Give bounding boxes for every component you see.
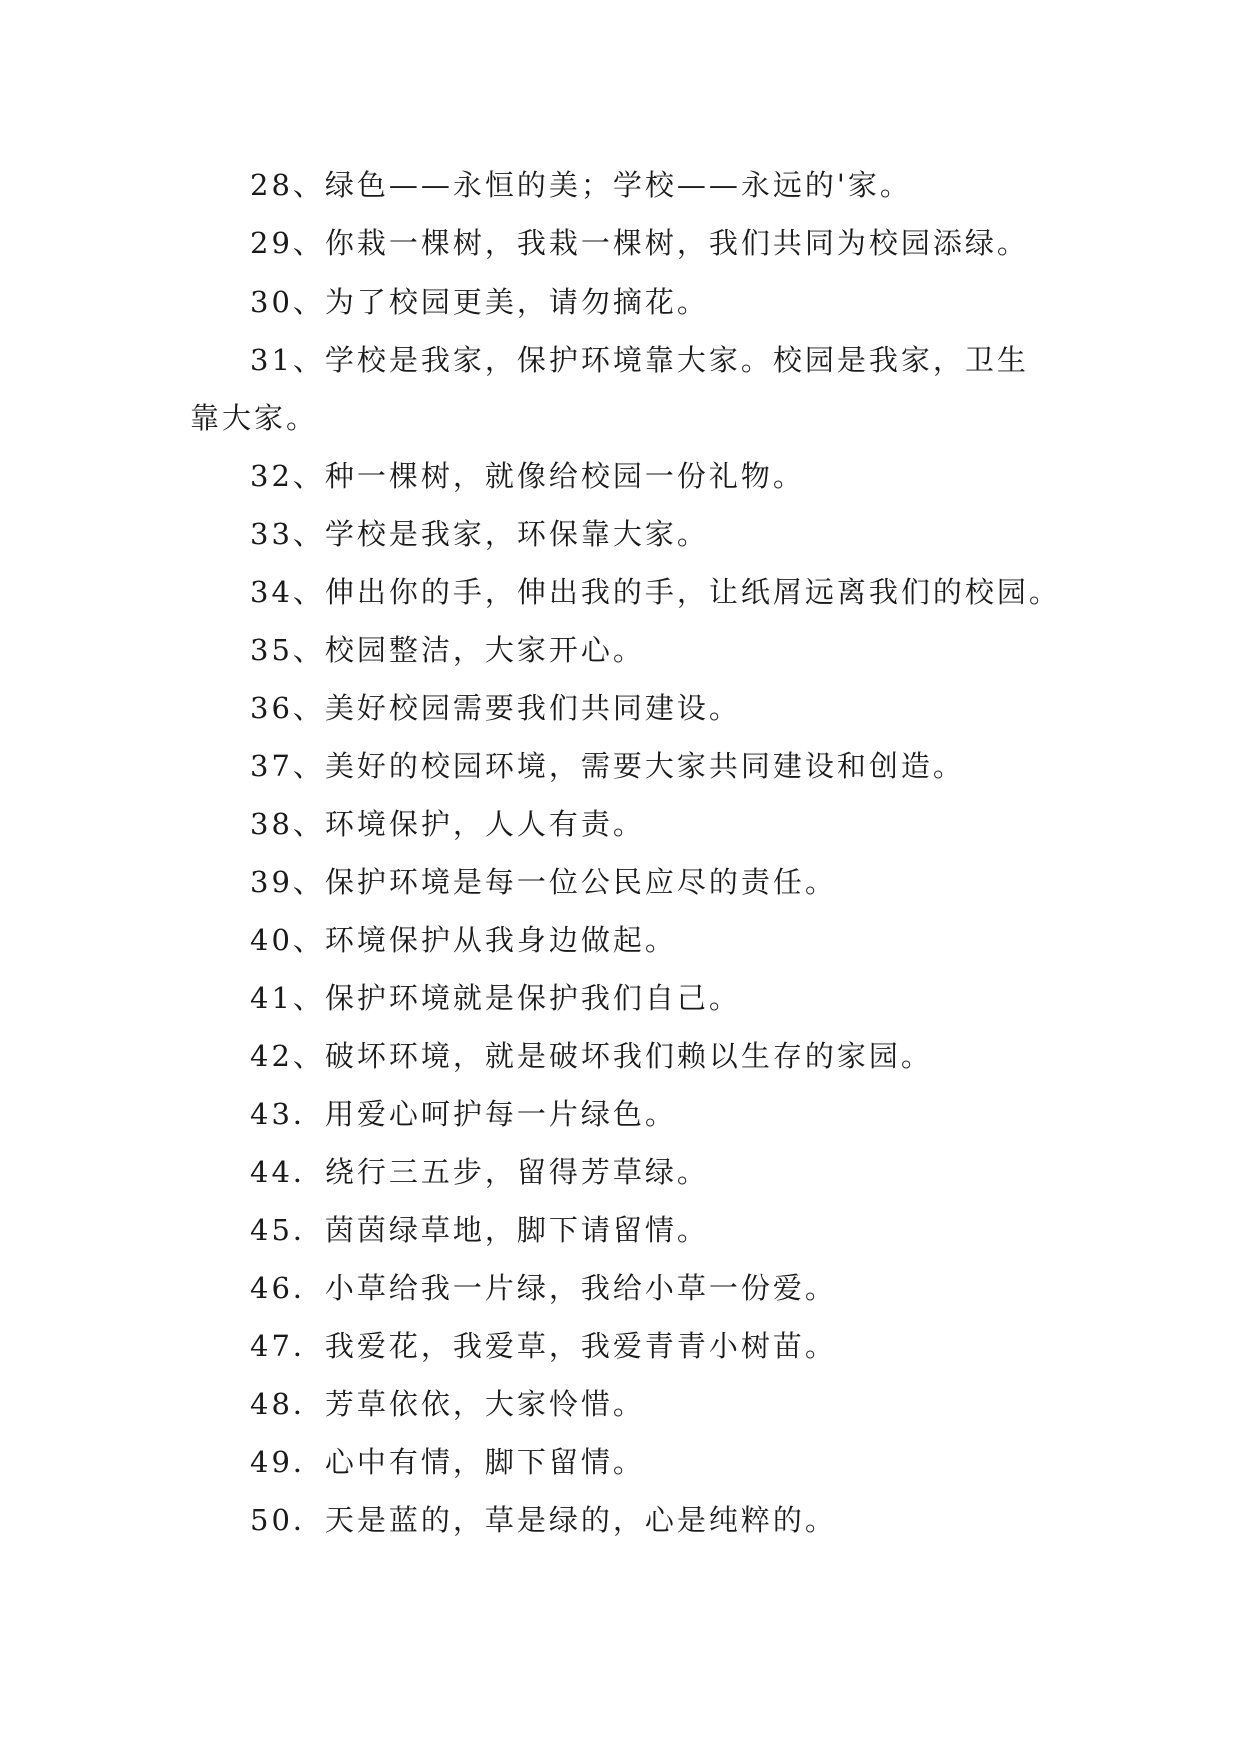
slogan-36: 36、美好校园需要我们共同建设。 xyxy=(250,691,741,725)
slogan-28: 28、绿色——永恒的美；学校——永远的'家。 xyxy=(250,168,912,202)
slogan-31: 31、学校是我家，保护环境靠大家。校园是我家，卫生 xyxy=(250,343,1029,377)
slogan-41: 41、保护环境就是保护我们自己。 xyxy=(250,981,741,1015)
slogan-39: 39、保护环境是每一位公民应尽的责任。 xyxy=(250,865,837,899)
slogan-30: 30、为了校园更美，请勿摘花。 xyxy=(250,285,709,319)
slogan-50: 50．天是蓝的，草是绿的，心是纯粹的。 xyxy=(250,1503,837,1537)
slogan-40: 40、环境保护从我身边做起。 xyxy=(250,923,677,957)
slogan-44: 44．绕行三五步，留得芳草绿。 xyxy=(250,1155,709,1189)
slogan-45: 45．茵茵绿草地，脚下请留情。 xyxy=(250,1213,709,1247)
slogan-46: 46．小草给我一片绿，我给小草一份爱。 xyxy=(250,1271,837,1305)
slogan-47: 47．我爱花，我爱草，我爱青青小树苗。 xyxy=(250,1329,837,1363)
slogan-29: 29、你栽一棵树，我栽一棵树，我们共同为校园添绿。 xyxy=(250,226,1029,260)
slogan-35: 35、校园整洁，大家开心。 xyxy=(250,633,645,667)
slogan-43: 43．用爱心呵护每一片绿色。 xyxy=(250,1097,677,1131)
slogan-42: 42、破坏环境，就是破坏我们赖以生存的家园。 xyxy=(250,1039,933,1073)
slogan-34: 34、伸出你的手，伸出我的手，让纸屑远离我们的校园。 xyxy=(250,575,1061,609)
slogan-37: 37、美好的校园环境，需要大家共同建设和创造。 xyxy=(250,749,965,783)
slogan-31-continuation: 靠大家。 xyxy=(190,401,319,435)
slogan-32: 32、种一棵树，就像给校园一份礼物。 xyxy=(250,459,805,493)
slogan-48: 48．芳草依依，大家怜惜。 xyxy=(250,1387,645,1421)
slogan-49: 49．心中有情，脚下留情。 xyxy=(250,1445,645,1479)
slogan-38: 38、环境保护，人人有责。 xyxy=(250,807,645,841)
slogan-33: 33、学校是我家，环保靠大家。 xyxy=(250,517,709,551)
